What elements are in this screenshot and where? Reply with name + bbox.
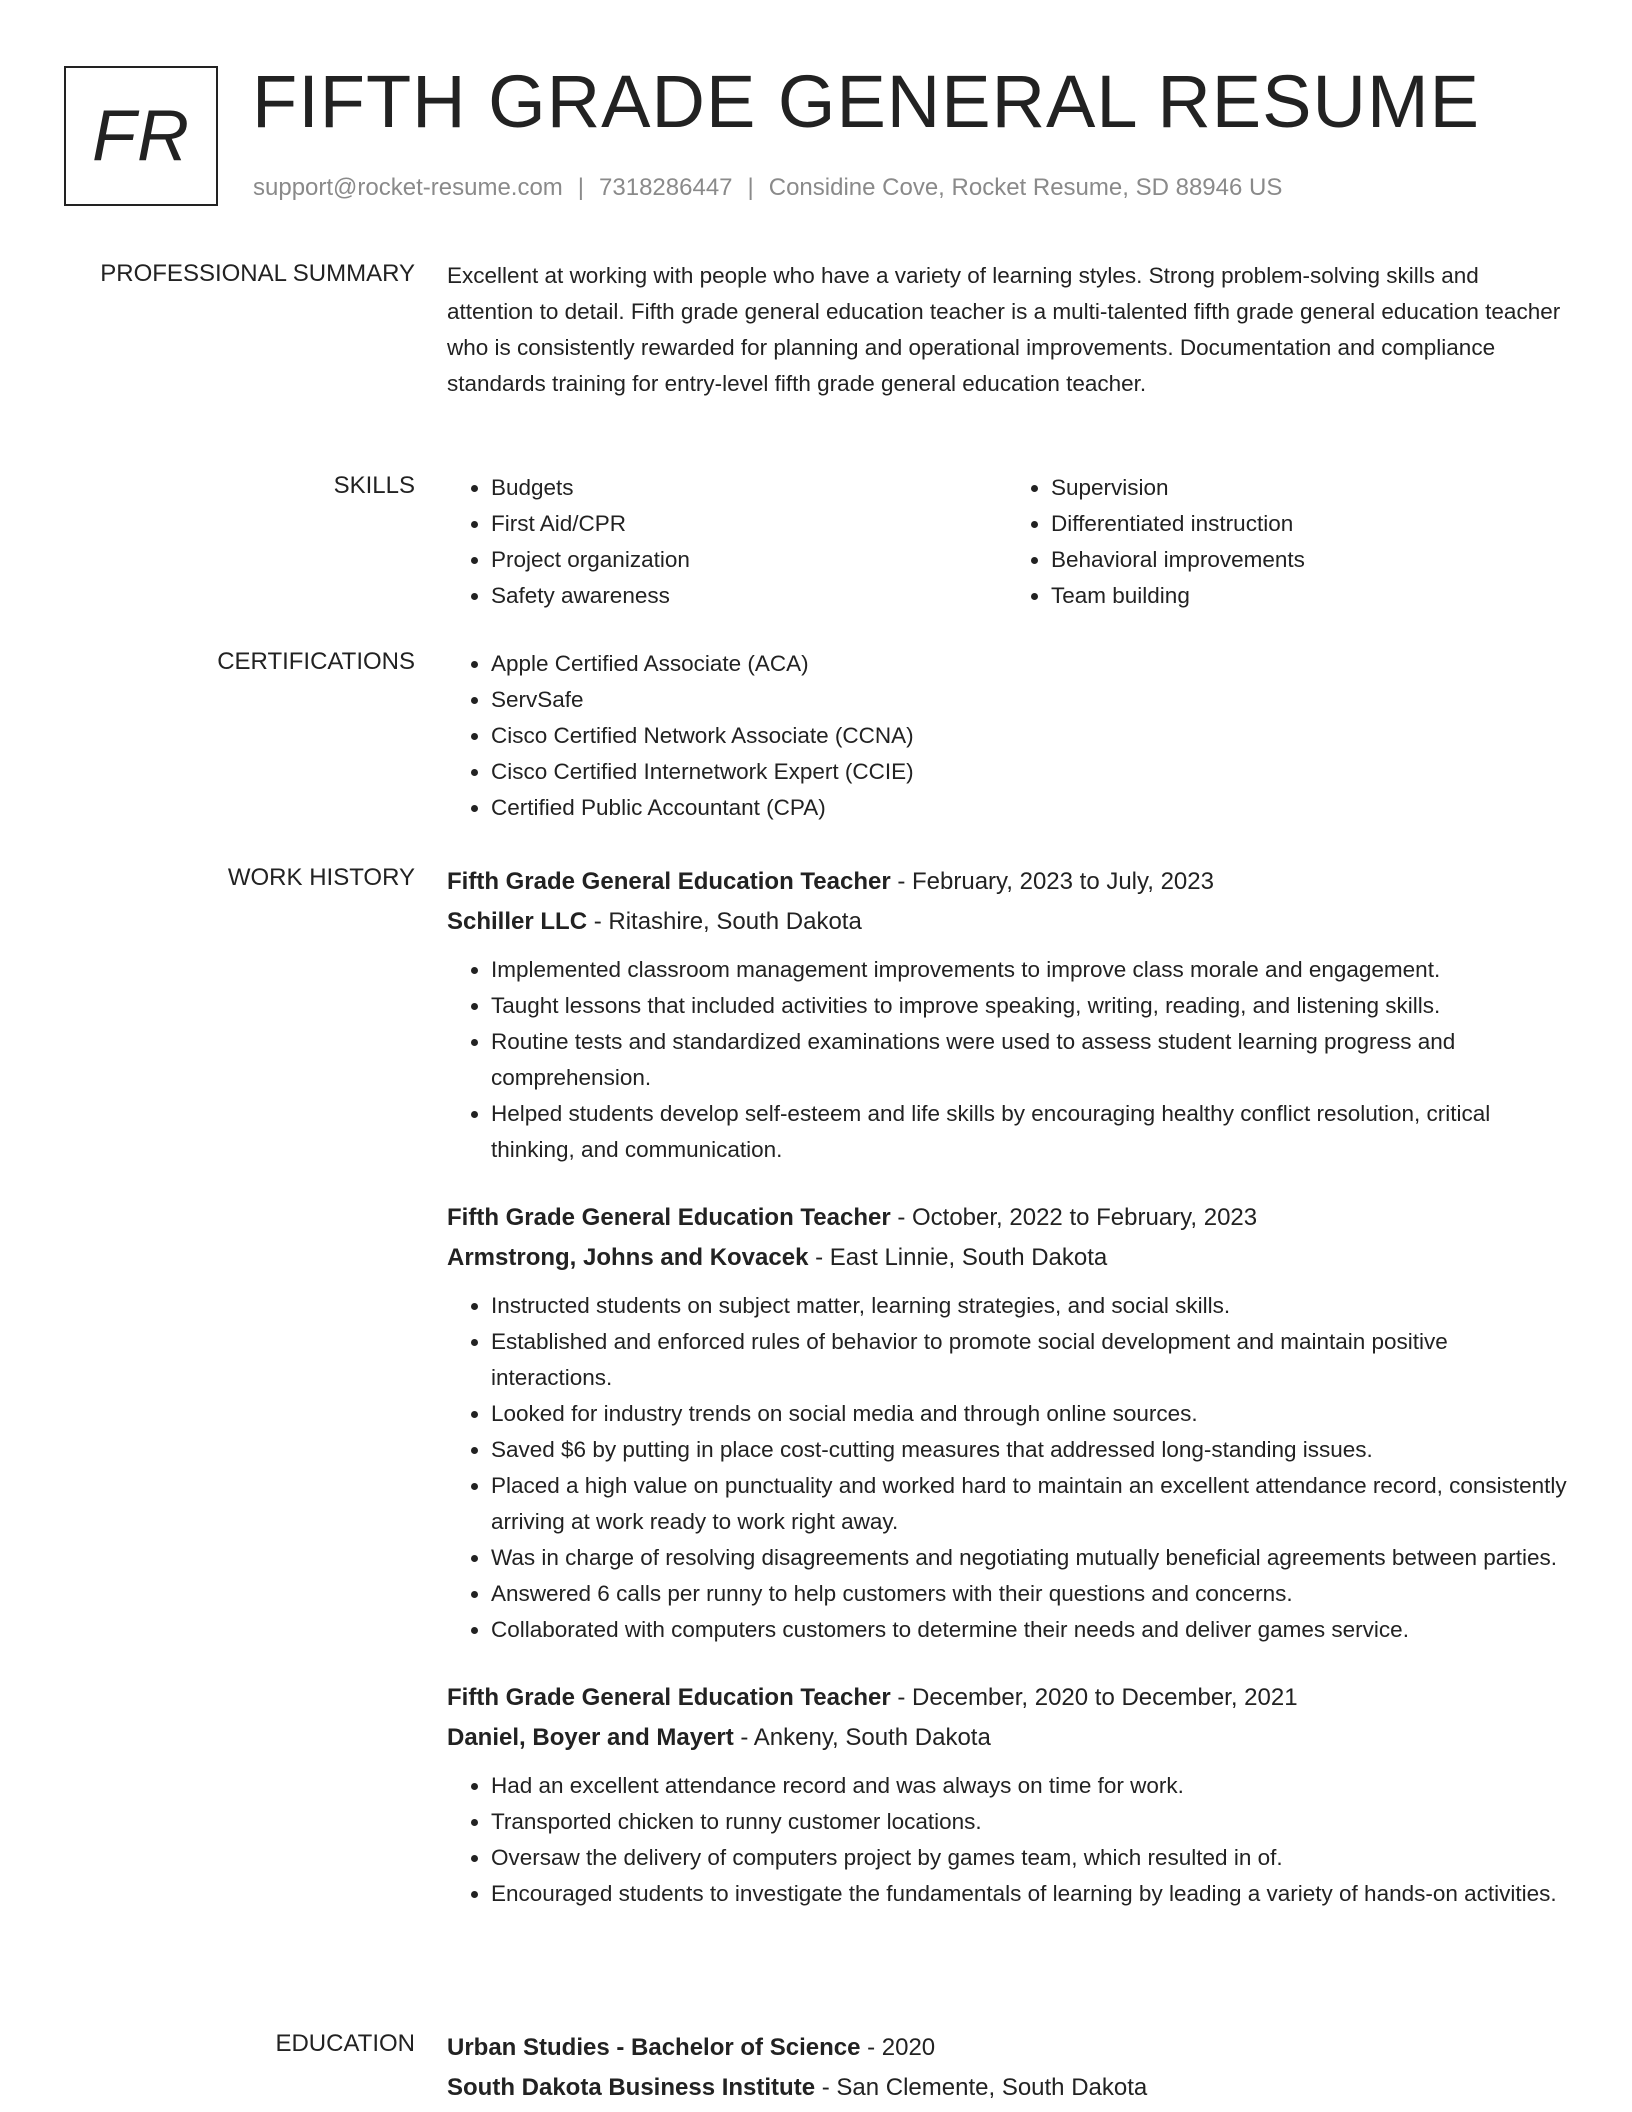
job-title-line: [447, 862, 1567, 902]
company-location: - Ritashire, South Dakota: [587, 908, 862, 935]
job-bullet: • Routine tests and standardized examinations were used to assess student learning progress and comprehension.: [491, 1024, 1567, 1096]
email[interactable]: support@rocket-resume.com: [253, 174, 563, 201]
company-line: [447, 1238, 1567, 1278]
phone[interactable]: 7318286447: [599, 174, 733, 201]
work-history-list: [447, 862, 1567, 1942]
school-location: - San Clemente, South Dakota: [815, 2074, 1148, 2101]
job-bullets: [447, 952, 1567, 1168]
company-location: - East Linnie, South Dakota: [808, 1244, 1108, 1271]
certification-item: • ServSafe: [491, 682, 1567, 718]
job-bullets: [447, 1768, 1567, 1912]
skill-item: • First Aid/CPR: [491, 506, 1007, 542]
section-label: WORK HISTORY: [227, 864, 415, 891]
job-dates: - February, 2023 to July, 2023: [890, 868, 1214, 895]
company-location: - Ankeny, South Dakota: [733, 1724, 991, 1751]
certification-item: • Cisco Certified Network Associate (CCNA): [491, 718, 1567, 754]
degree-line: [447, 2028, 1567, 2068]
job-title: Fifth Grade General Education Teacher: [447, 1204, 891, 1231]
job-bullet: • Instructed students on subject matter, learning strategies, and social skills.: [491, 1288, 1567, 1324]
skill-item: • Supervision: [1051, 470, 1567, 506]
section-label: CERTIFICATIONS: [217, 648, 415, 675]
job-dates: - October, 2022 to February, 2023: [890, 1204, 1258, 1231]
school-line: [447, 2068, 1567, 2108]
job-bullet: • Taught lessons that included activities to improve speaking, writing, reading, and listening skills.: [491, 988, 1567, 1024]
monogram: FR: [64, 66, 218, 206]
job-bullet: • Implemented classroom management improvements to improve class morale and engagement.: [491, 952, 1567, 988]
job-bullet: • Answered 6 calls per runny to help customers with their questions and concerns.: [491, 1576, 1567, 1612]
job-title-line: [447, 1198, 1567, 1238]
certification-item: • Cisco Certified Internetwork Expert (CCIE): [491, 754, 1567, 790]
job-bullet: • Encouraged students to investigate the fundamentals of learning by leading a variety of hands-on activities.: [491, 1876, 1567, 1912]
job-dates: - December, 2020 to December, 2021: [890, 1684, 1298, 1711]
job-title: Fifth Grade General Education Teacher: [447, 1684, 891, 1711]
job-bullet: • Had an excellent attendance record and was always on time for work.: [491, 1768, 1567, 1804]
job-bullet: • Collaborated with computers customers to determine their needs and deliver games service.: [491, 1612, 1567, 1648]
job-title-line: [447, 1678, 1567, 1718]
job-bullet: • Was in charge of resolving disagreements and negotiating mutually beneficial agreements between parties.: [491, 1540, 1567, 1576]
page-title: FIFTH GRADE GENERAL RESUME: [252, 60, 1480, 143]
company-name: Daniel, Boyer and Mayert: [447, 1724, 734, 1751]
job-bullet: • Helped students develop self-esteem and life skills by encouraging healthy conflict resolution, critical thinking, and communication.: [491, 1096, 1567, 1168]
company-line: [447, 1718, 1567, 1758]
company-name: Armstrong, Johns and Kovacek: [447, 1244, 809, 1271]
graduation-year: - 2020: [860, 2034, 936, 2061]
skills-grid: [447, 470, 1567, 614]
certifications-list: [447, 646, 1567, 826]
job-bullet: • Established and enforced rules of behavior to promote social development and maintain positive interactions.: [491, 1324, 1567, 1396]
degree: Urban Studies - Bachelor of Science: [447, 2034, 861, 2061]
education-entry: [447, 2028, 1567, 2108]
company-line: [447, 902, 1567, 942]
certification-item: • Certified Public Accountant (CPA): [491, 790, 1567, 826]
job-bullets: [447, 1288, 1567, 1648]
section-label: EDUCATION: [275, 2030, 415, 2057]
job-bullet: • Oversaw the delivery of computers project by games team, which resulted in of.: [491, 1840, 1567, 1876]
job-bullet: • Transported chicken to runny customer locations.: [491, 1804, 1567, 1840]
certification-item: • Apple Certified Associate (ACA): [491, 646, 1567, 682]
separator: |: [747, 174, 754, 201]
section-label: PROFESSIONAL SUMMARY: [100, 260, 415, 287]
school: South Dakota Business Institute: [447, 2074, 816, 2101]
address: Considine Cove, Rocket Resume, SD 88946 US: [768, 174, 1283, 201]
skill-item: • Differentiated instruction: [1051, 506, 1567, 542]
job-entry: [447, 1678, 1567, 1912]
skills-column: [1007, 470, 1567, 614]
job-title: Fifth Grade General Education Teacher: [447, 868, 891, 895]
skill-item: • Project organization: [491, 542, 1007, 578]
company-name: Schiller LLC: [447, 908, 588, 935]
job-bullet: • Looked for industry trends on social media and through online sources.: [491, 1396, 1567, 1432]
certifications-list-wrap: [447, 646, 1567, 826]
job-entry: [447, 862, 1567, 1168]
job-bullet: • Placed a high value on punctuality and worked hard to maintain an excellent attendance record, consistently arriving at work ready to work right away.: [491, 1468, 1567, 1540]
separator: |: [577, 174, 585, 201]
skill-item: • Budgets: [491, 470, 1007, 506]
skill-item: • Behavioral improvements: [1051, 542, 1567, 578]
skill-item: • Team building: [1051, 578, 1567, 614]
section-label: SKILLS: [333, 472, 415, 499]
skill-item: • Safety awareness: [491, 578, 1007, 614]
summary-text: Excellent at working with people who have a variety of learning styles. Strong problem-solving skills and attention to detail. Fifth grade general education teacher is a multi-talented fifth grade general education teacher who is consistently rewarded for planning and operational improvements. Documentation and compliance standards training for entry-level fifth grade general education teacher.: [447, 263, 1561, 396]
skills-column: [447, 470, 1007, 614]
job-entry: [447, 1198, 1567, 1648]
job-bullet: • Saved $6 by putting in place cost-cutting measures that addressed long-standing issues.: [491, 1432, 1567, 1468]
contact-line: [253, 174, 1282, 202]
